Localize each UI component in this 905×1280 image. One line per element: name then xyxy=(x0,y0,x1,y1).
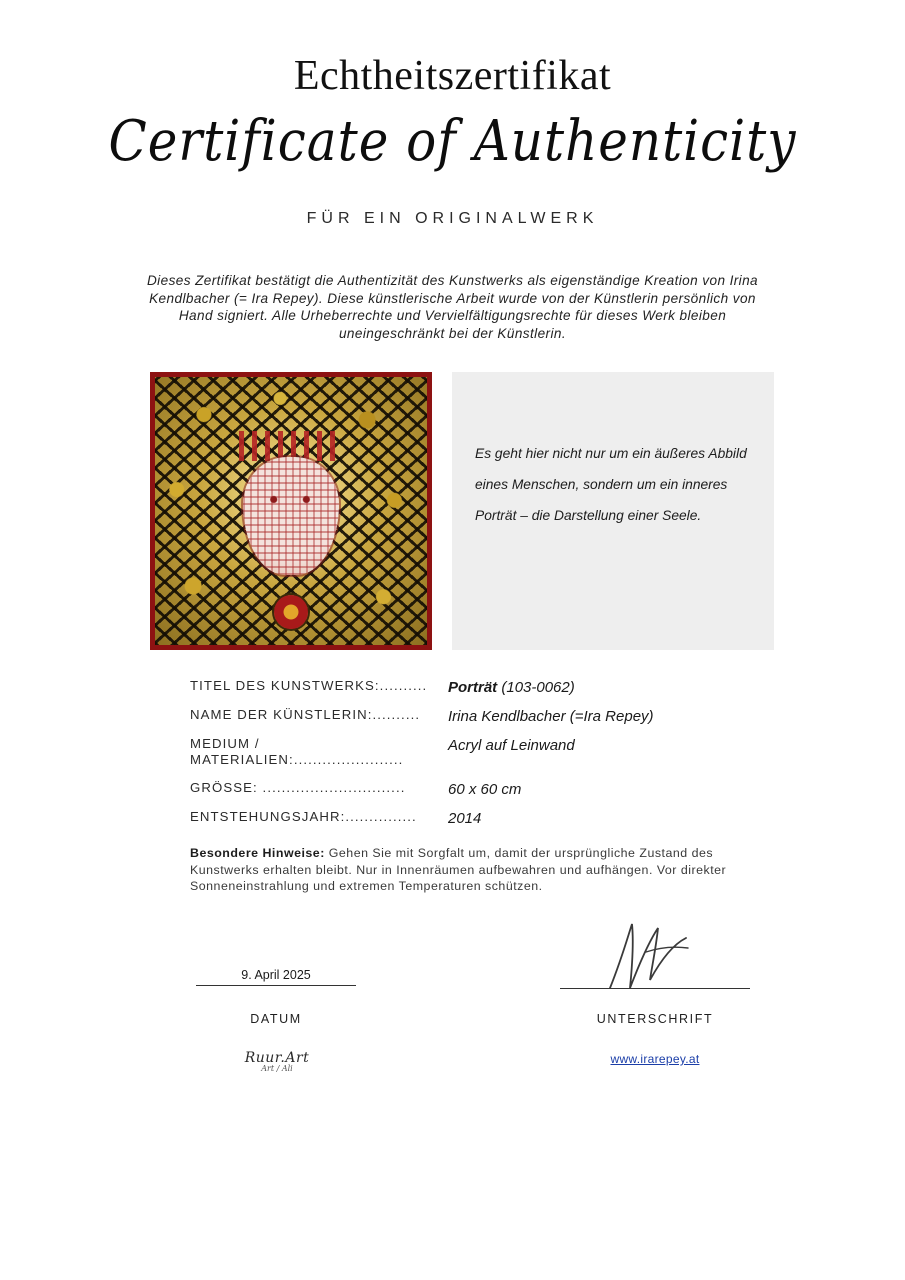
detail-row-artist xyxy=(190,707,790,736)
signature-icon xyxy=(588,918,708,994)
studio-logo-main: Ruur.Art xyxy=(244,1050,310,1066)
page-subtitle: FÜR EIN ORIGINALWERK xyxy=(306,210,599,227)
artwork-details xyxy=(190,678,790,838)
detail-row-year xyxy=(190,809,790,838)
quote-text: Es geht hier nicht nur um ein äußeres Abbild eines Menschen, sondern um ein inneres Porträt – die Darstellung einer Seele. xyxy=(475,446,747,523)
signature-line xyxy=(560,988,750,989)
detail-value-size: 60 x 60 cm xyxy=(448,781,522,798)
studio-logo-sub: Art / Ali xyxy=(261,1064,293,1073)
page-title-german: Echtheitszertifikat xyxy=(293,53,612,99)
detail-value-title-bold: Porträt xyxy=(448,679,498,696)
detail-label-year: ENTSTEHUNGSJAHR:............... xyxy=(190,809,417,824)
artwork-canvas xyxy=(155,377,427,645)
detail-value-artist: Irina Kendlbacher (=Ira Repey) xyxy=(448,708,654,725)
studio-logo xyxy=(232,1050,322,1073)
page-title-english: Certificate of Authenticity xyxy=(108,108,797,174)
detail-value-year: 2014 xyxy=(448,810,482,827)
date-value: 9. April 2025 xyxy=(196,968,356,986)
signature-caption: UNTERSCHRIFT xyxy=(596,1012,714,1026)
artwork-image xyxy=(150,372,432,650)
special-notes xyxy=(190,845,750,895)
artwork-medallion-detail xyxy=(274,595,308,629)
detail-value-medium: Acryl auf Leinwand xyxy=(448,737,575,754)
detail-label-medium-line2: MATERIALIEN:....................... xyxy=(190,752,404,767)
detail-value-title xyxy=(448,679,575,696)
detail-value-title-code: (103-0062) xyxy=(497,679,575,696)
artwork-face-detail xyxy=(243,457,339,575)
detail-label-artist: NAME DER KÜNSTLERIN:.......... xyxy=(190,707,421,722)
date-caption: DATUM xyxy=(250,1012,302,1026)
detail-row-size xyxy=(190,780,790,809)
special-notes-text: Gehen Sie mit Sorgfalt um, damit der ursprüngliche Zustand des Kunstwerks erhalten bleibt. Nur in Innenräumen aufbewahren und aufhängen. Vor direkter Sonneneinstrahlung und extremen Temperaturen schützen. xyxy=(190,846,727,893)
detail-label-medium xyxy=(190,736,440,768)
detail-label-size: GRÖSSE: .............................. xyxy=(190,780,406,795)
detail-label-medium-line1: MEDIUM / xyxy=(190,736,260,751)
detail-label-title: TITEL DES KUNSTWERKS:.......... xyxy=(190,678,428,693)
artwork-crown-detail xyxy=(239,431,343,461)
detail-row-title xyxy=(190,678,790,707)
intro-paragraph: Dieses Zertifikat bestätigt die Authentizität des Kunstwerks als eigenständige Kreation von Irina Kendlbacher (= Ira Repey). Diese künstlerische Arbeit wurde von der Künstlerin persönlich von Hand signiert. Alle Urheberrechte und Vervielfältigungsrechte für dieses Werk bleiben uneingeschränkt bei der Künstlerin. xyxy=(146,273,759,341)
website-link[interactable]: www.irarepey.at xyxy=(610,1052,700,1066)
detail-row-medium xyxy=(190,736,790,780)
special-notes-label: Besondere Hinweise: xyxy=(190,846,325,860)
